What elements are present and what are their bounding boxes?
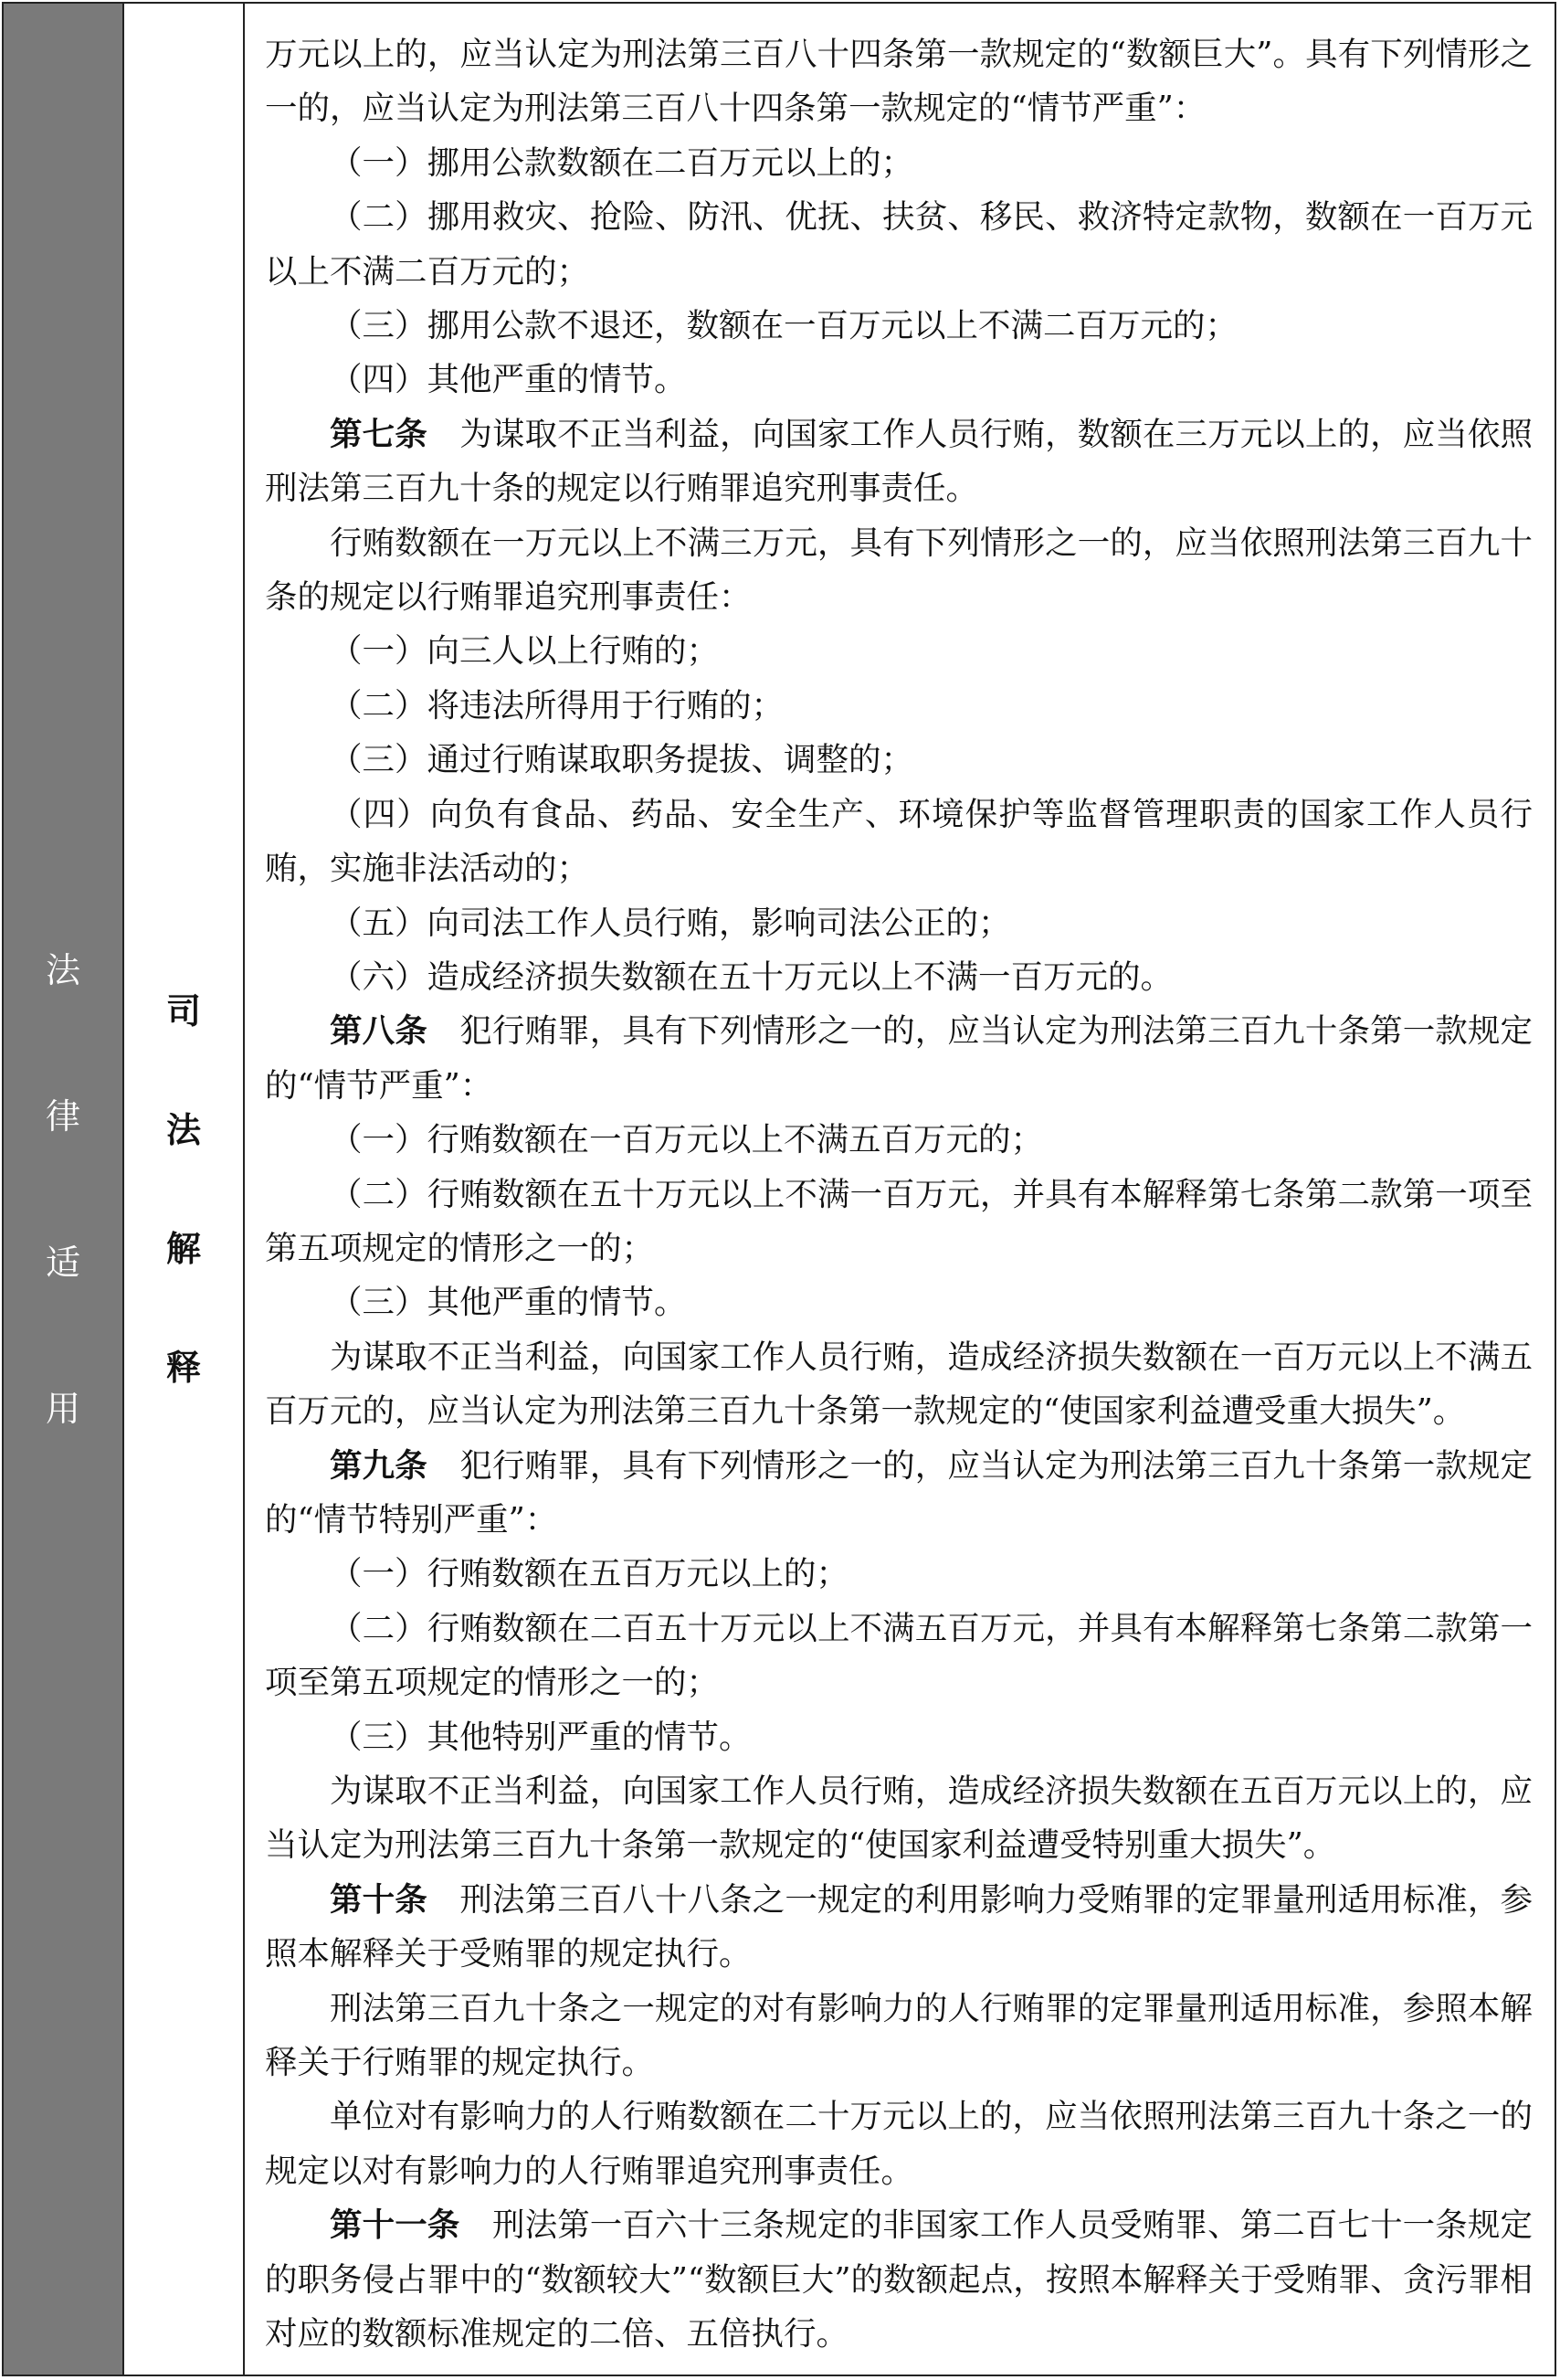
paragraph	[265, 733, 1533, 787]
paragraph-text: 行贿数额在一万元以上不满三万元，具有下列情形之一的，应当依照刑法第三百九十条的规定以行贿罪追究刑事责任：	[265, 524, 1533, 617]
paragraph	[265, 1330, 1533, 1439]
section-char: 法	[165, 1109, 201, 1150]
paragraph	[265, 190, 1533, 299]
paragraph-text: 万元以上的，应当认定为刑法第三百八十四条第一款规定的“数额巨大”。具有下列情形之一的，应当认定为刑法第三百八十四条第一款规定的“情节严重”：	[265, 36, 1533, 128]
paragraph-text: （一）行贿数额在五百万元以上的；	[330, 1555, 849, 1593]
article-paragraph	[265, 2198, 1533, 2361]
paragraph-text: （四）其他严重的情节。	[330, 361, 687, 399]
interpretation-text	[245, 4, 1555, 2375]
paragraph-text: （四）向负有食品、药品、安全生产、环境保护等监督管理职责的国家工作人员行贿，实施非法活动的；	[265, 795, 1533, 888]
paragraph	[265, 1275, 1533, 1329]
section-char: 释	[165, 1347, 201, 1388]
paragraph	[265, 2089, 1533, 2198]
article-heading: 第九条	[330, 1446, 427, 1485]
category-char: 适	[45, 1242, 80, 1283]
paragraph-text: 刑法第三百八十八条之一规定的利用影响力受贿罪的定罪量刑适用标准，参照本解释关于受贿罪的规定执行。	[265, 1880, 1533, 1973]
paragraph-text: 为谋取不正当利益，向国家工作人员行贿，数额在三万元以上的，应当依照刑法第三百九十条的规定以行贿罪追究刑事责任。	[265, 415, 1533, 508]
paragraph-text: （一）向三人以上行贿的；	[330, 632, 720, 671]
paragraph	[265, 1547, 1533, 1601]
category-label	[45, 949, 80, 1429]
article-heading: 第七条	[330, 415, 427, 453]
paragraph	[265, 624, 1533, 678]
paragraph	[265, 136, 1533, 190]
paragraph-text: （六）造成经济损失数额在五十万元以上不满一百万元的。	[330, 957, 1174, 996]
section-char: 司	[165, 990, 201, 1031]
paragraph-text: 单位对有影响力的人行贿数额在二十万元以上的，应当依照刑法第三百九十条之一的规定以对有影响力的人行贿罪追究刑事责任。	[265, 2098, 1533, 2190]
paragraph	[265, 896, 1533, 950]
paragraph-text: （二）行贿数额在五十万元以上不满一百万元，并具有本解释第七条第二款第一项至第五项规定的情形之一的；	[265, 1175, 1533, 1267]
paragraph	[265, 516, 1533, 625]
paragraph-text: 刑法第一百六十三条规定的非国家工作人员受贿罪、第二百七十一条规定的职务侵占罪中的“数额较大”“数额巨大”的数额起点，按照本解释关于受贿罪、贪污罪相对应的数额标准规定的二倍、五倍执行。	[265, 2206, 1533, 2354]
article-paragraph	[265, 1873, 1533, 1982]
paragraph-text: 为谋取不正当利益，向国家工作人员行贿，造成经济损失数额在一百万元以上不满五百万元的，应当认定为刑法第三百九十条第一款规定的“使国家利益遭受重大损失”。	[265, 1338, 1533, 1431]
paragraph-text: （三）通过行贿谋取职务提拔、调整的；	[330, 741, 914, 779]
paragraph-text: 犯行贿罪，具有下列情形之一的，应当认定为刑法第三百九十条第一款规定的“情节特别严重”：	[265, 1446, 1533, 1539]
article-paragraph	[265, 1004, 1533, 1113]
paragraph	[265, 1168, 1533, 1276]
paragraph	[265, 950, 1533, 1004]
paragraph-text: 为谋取不正当利益，向国家工作人员行贿，造成经济损失数额在五百万元以上的，应当认定为刑法第三百九十条第一款规定的“使国家利益遭受特别重大损失”。	[265, 1772, 1533, 1865]
paragraph-text: （二）行贿数额在二百五十万元以上不满五百万元，并具有本解释第七条第二款第一项至第五项规定的情形之一的；	[265, 1609, 1533, 1702]
section-label	[165, 990, 201, 1388]
article-paragraph	[265, 407, 1533, 516]
category-char: 法	[45, 949, 80, 990]
article-heading: 第十条	[330, 1880, 427, 1919]
paragraph-text: （二）挪用救灾、抢险、防汛、优抚、扶贫、移民、救济特定款物，数额在一百万元以上不满二百万元的；	[265, 198, 1533, 291]
paragraph	[265, 788, 1533, 896]
paragraph-text: 犯行贿罪，具有下列情形之一的，应当认定为刑法第三百九十条第一款规定的“情节严重”：	[265, 1012, 1533, 1105]
paragraph-text: （二）将违法所得用于行贿的；	[330, 686, 785, 725]
article-paragraph	[265, 1439, 1533, 1548]
article-heading: 第八条	[330, 1012, 427, 1051]
paragraph-text: （三）其他严重的情节。	[330, 1284, 687, 1322]
paragraph	[265, 679, 1533, 733]
paragraph	[265, 299, 1533, 353]
paragraph-text: （三）其他特别严重的情节。	[330, 1718, 752, 1756]
section-column	[124, 4, 245, 2375]
paragraph-text: （一）挪用公款数额在二百万元以上的；	[330, 143, 914, 182]
category-char: 律	[45, 1095, 80, 1137]
paragraph-text: （五）向司法工作人员行贿，影响司法公正的；	[330, 904, 1011, 942]
paragraph	[265, 1710, 1533, 1764]
paragraph	[265, 353, 1533, 407]
legal-table	[2, 2, 1556, 2376]
paragraph	[265, 1113, 1533, 1167]
category-char: 用	[45, 1388, 80, 1429]
article-heading: 第十一条	[330, 2206, 460, 2245]
paragraph-text: 刑法第三百九十条之一规定的对有影响力的人行贿罪的定罪量刑适用标准，参照本解释关于行贿罪的规定执行。	[265, 1989, 1533, 2082]
paragraph-text: （一）行贿数额在一百万元以上不满五百万元的；	[330, 1121, 1044, 1159]
paragraph	[265, 1982, 1533, 2090]
paragraph	[265, 1764, 1533, 1873]
section-char: 解	[165, 1228, 201, 1269]
paragraph-text: （三）挪用公款不退还，数额在一百万元以上不满二百万元的；	[330, 307, 1239, 345]
category-column	[4, 4, 124, 2375]
paragraph	[265, 1602, 1533, 1710]
paragraph	[265, 27, 1533, 136]
